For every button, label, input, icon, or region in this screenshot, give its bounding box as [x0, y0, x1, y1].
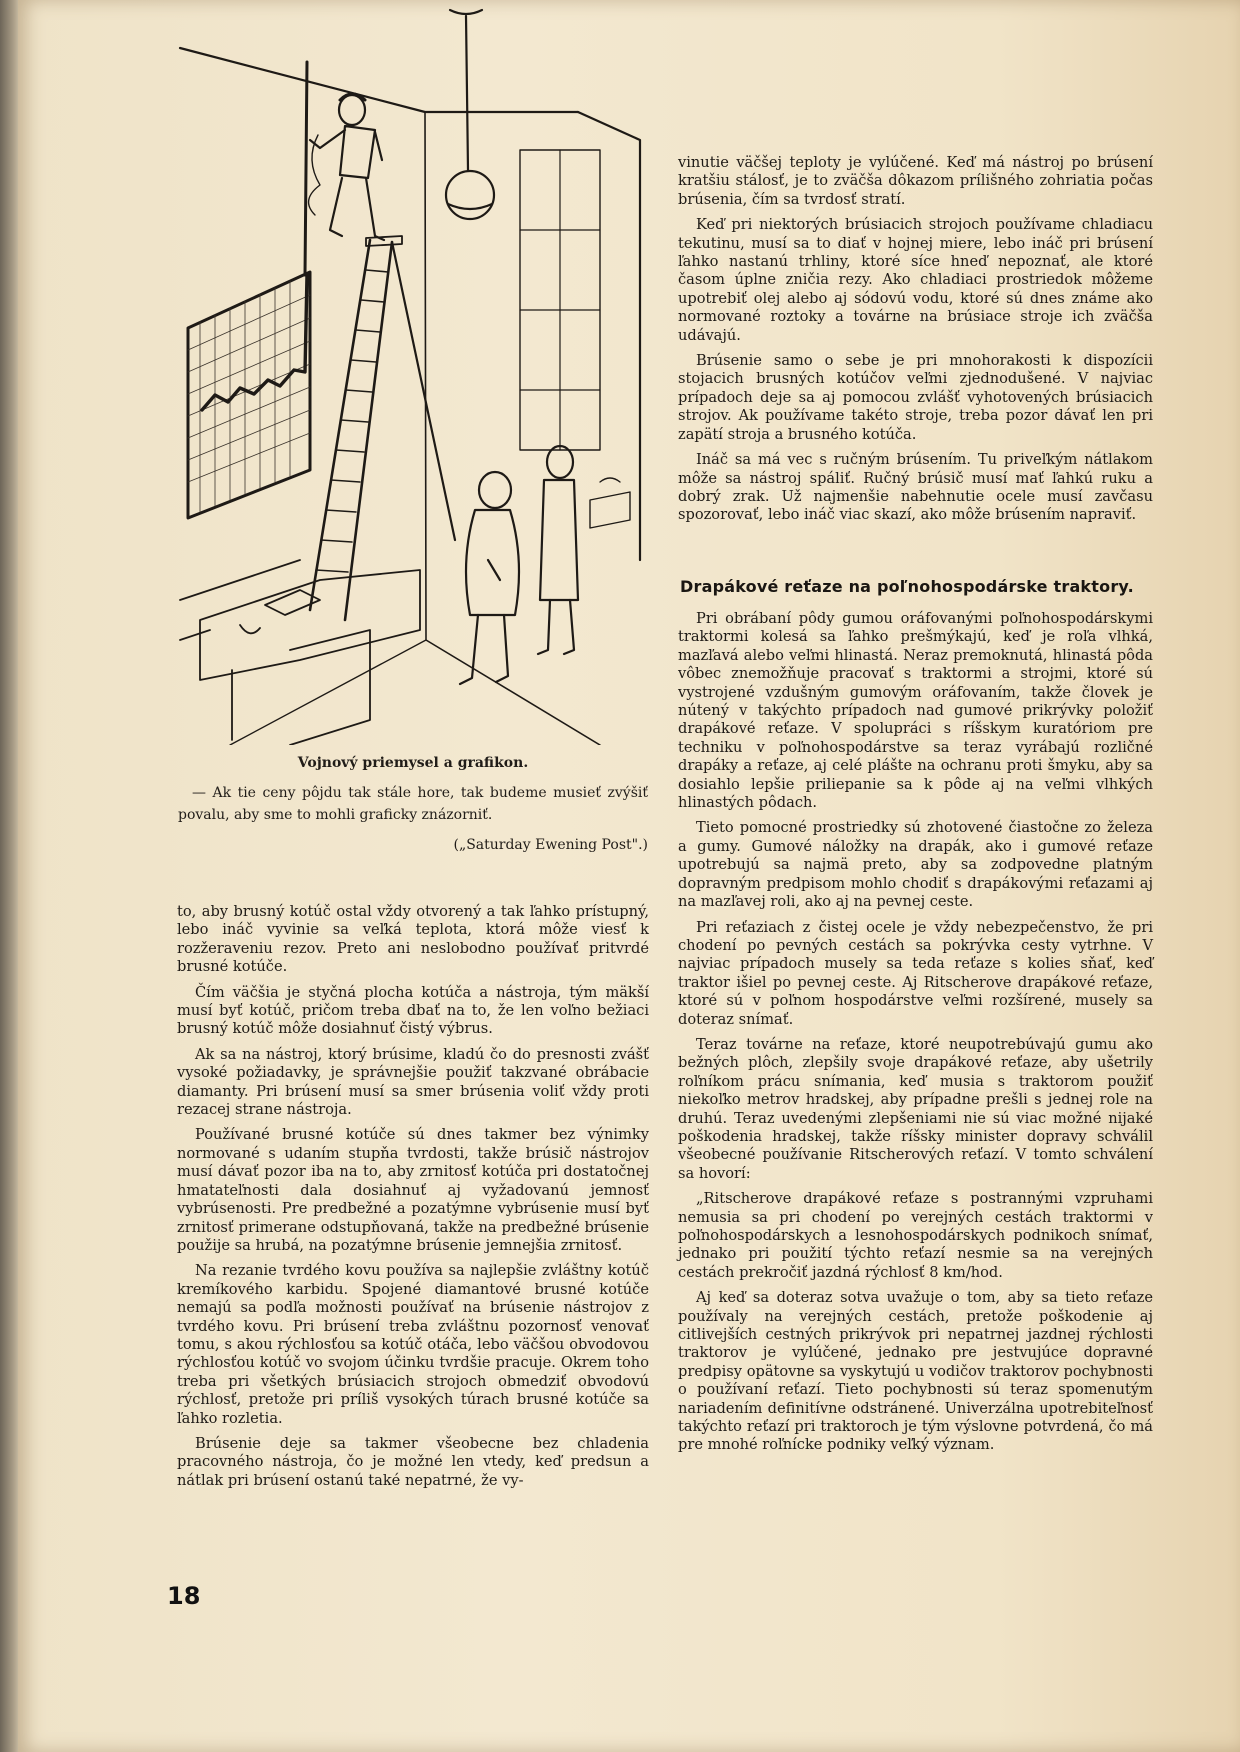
- caption-title: Vojnový priemysel a grafikon.: [297, 755, 529, 771]
- two-men-figures: [460, 446, 578, 684]
- desk-drawing: [180, 560, 420, 745]
- left-column: [177, 903, 649, 1497]
- quoted-paragraph: „Ritscherove drapákové reťaze s postrannými vzpruhami nemusia sa pri chodení po verejných cestách traktormi v poľnohospodárskych a lesnohospodárskych podnikoch snímať, jednako pri použití týchto reťazí nesmie sa na verejných cestách prekročiť jazdná rýchlosť 8 km/hod.: [678, 1190, 1153, 1281]
- paragraph: Ináč sa má vec s ručným brúsením. Tu priveľkým nátlakom môže sa nástroj spáliť. Ručný brúsič musí mať ľahkú ruku a dobrý zrak. Už najmenšie nabehnutie ocele musí zavčasu spozorovať, lebo ináč viac skazí, ako môže brúsením napraviť.: [678, 451, 1153, 524]
- ladder-drawing: [310, 236, 455, 620]
- cartoon-caption: [178, 752, 648, 856]
- caption-text: — Ak tie ceny pôjdu tak stále hore, tak budeme musieť zvýšiť povalu, aby sme to mohli graficky znázorniť.: [178, 785, 648, 823]
- paragraph: Pri obrábaní pôdy gumou oráfovanými poľnohospodárskymi traktormi kolesá sa ľahko prešmýkajú, keď je roľa vlhká, mazľavá alebo veľmi hlinastá. Neraz premoknutá, hlinastá pôda vôbec znemožňuje pracovať s traktormi a strojmi, ktoré sú vystrojené vzdušným gumovým oráfovaním, takže človek je nútený v takýchto prípadoch nad gumové prikrývky položiť drapákové reťaze. V spolupráci s ríšskym kuratóriom pre techniku v poľnohospodárstve sa teraz vyrábajú rozličné drapáky a reťaze, aj celé plášte na ochranu proti šmyku, aby sa dosiahlo lepšie priliepanie sa k pôde aj na veľmi vlhkých hlinastých pôdach.: [678, 610, 1153, 812]
- paragraph: Brúsenie samo o sebe je pri mnohorakosti k dispozícii stojacich brusných kotúčov veľmi zjednodušené. V najviac prípadoch deje sa aj pomocou zvlášť vyhotovených brúsiacich strojov. Ak používame takéto stroje, treba pozor dávať len pri zapätí stroja a brusného kotúča.: [678, 352, 1153, 443]
- chart-board-drawing: [188, 272, 310, 518]
- paragraph: Teraz továrne na reťaze, ktoré neupotrebúvajú gumu ako bežných plôch, zlepšily svoje drapákové reťaze, aby ušetrily roľníkom prácu snímania, keď musia s traktorom použiť niekoľko metrov hradskej, aby prípadne prešli s jednej role na druhú. Teraz uvedenými zlepšeniami nie sú viac možné nijaké poškodenia hradskej, takže ríšsky minister dopravy schválil všeobecné používanie Ritscherových reťazí. V tomto schválení sa hovorí:: [678, 1035, 1153, 1182]
- right-column-top: [678, 154, 1153, 532]
- caption-source: („Saturday Ewening Post".): [453, 837, 648, 853]
- paragraph: Tieto pomocné prostriedky sú zhotovené čiastočne zo železa a gumy. Gumové náložky na drapák, ako i gumové reťaze upotrebujú sa najmä preto, aby sa zodpovedne platným dopravným predpisom mohlo chodiť s drapákovými reťazami aj na mazľavej roli, ako aj na pevnej ceste.: [678, 819, 1153, 911]
- page-number: 18: [167, 1582, 201, 1610]
- paragraph: Na rezanie tvrdého kovu používa sa najlepšie zvláštny kotúč kremíkového karbidu. Spojené diamantové brusné kotúče nemajú sa podľa možnosti používať na brúsenie nástrojov z tvrdého kovu. Pri brúsení treba zvláštnu pozornosť venovať tomu, s akou rýchlosťou sa kotúč otáča, lebo väčšou obvodovou rýchlosťou kotúč vo svojom účinku tvrdšie pracuje. Okrem toho treba pri všetkých brúsiacich strojoch obmedziť obvodovú rýchlosť, pretože pri príliš vysokých túrach brusné kotúče sa ľahko rozletia.: [177, 1262, 649, 1427]
- paragraph: Keď pri niektorých brúsiacich strojoch používame chladiacu tekutinu, musí sa to diať v hojnej miere, lebo ináč pri brúsení ľahko nastanú trhliny, ktoré síce hneď nepoznať, ale ktoré časom úplne zničia rezy. Ako chladiaci prostriedok môžeme upotrebiť olej alebo aj sódovú vodu, ktoré sú dnes známe ako normované roztoky a továrne na brúsiace stroje ich zväčša udávajú.: [678, 216, 1153, 344]
- right-column-bottom: [678, 610, 1153, 1462]
- cartoon-illustration: [170, 0, 650, 745]
- paragraph: Čím väčšia je styčná plocha kotúča a nástroja, tým mäkší musí byť kotúč, pričom treba dbať na to, že len voľno bežiaci brusný kotúč môže dosiahnuť čistý výbrus.: [177, 983, 649, 1038]
- paragraph: Aj keď sa doteraz sotva uvažuje o tom, aby sa tieto reťaze používaly na verejných cestách, pretože poškodenie aj citlivejších cestných prikrývok pri nepatrnej jazdnej rýchlosti traktorov je vylúčené, jednako pre jestvujúce dopravné predpisy opätovne sa vyskytujú u vodičov traktorov pochybnosti o používaní reťazí. Tieto pochybnosti sú teraz spomenutým nariadením definitívne odstránené. Univerzálna upotrebiteľnosť takýchto reťazí pri traktoroch je tým výslovne potvrdená, čo má pre mnohé roľnícke podniky veľký význam.: [678, 1289, 1153, 1454]
- paragraph: vinutie väčšej teploty je vylúčené. Keď má nástroj po brúsení kratšiu stálosť, je to zväčša dôkazom prílišného zohriatia počas brúsenia, čím sa tvrdosť stratí.: [678, 154, 1153, 208]
- man-on-ladder-figure: [309, 94, 384, 240]
- paragraph: Ak sa na nástroj, ktorý brúsime, kladú čo do presnosti zvášť vysoké požiadavky, je správnejšie použiť takzvané obrábacie diamanty. Pri brúsení musí sa smer brúsenia voliť vždy proti rezacej strane nástroja.: [177, 1045, 649, 1119]
- paragraph: to, aby brusný kotúč ostal vždy otvorený a tak ľahko prístupný, lebo ináč vyvinie sa veľká teplota, ktorá môže viesť k rozžeraveniu rezov. Preto ani neslobodno používať pritvrdé brusné kotúče.: [177, 903, 649, 976]
- article-heading: Drapákové reťaze na poľnohospodárske traktory.: [680, 577, 1134, 596]
- paragraph: Používané brusné kotúče sú dnes takmer bez výnimky normované s udaním stupňa tvrdosti, takže brúsič nástrojov musí dávať pozor iba na to, aby zrnitosť kotúča pri dostatočnej hmatateľnosti dala dosiahnuť aj vyžadovanú jemnosť vybrúsenosti. Pre predbežné a pozatýmne vybrúsenie musí byť zrnitosť primerane odstupňovaná, takže na predbežné brúsenie použije sa hrubá, na pozatýmne brúsenie jemnejšia zrnitosť.: [177, 1126, 649, 1254]
- paragraph: Brúsenie deje sa takmer všeobecne bez chladenia pracovného nástroja, čo je možné len vtedy, keď predsun a nátlak pri brúsení ostanú také nepatrné, že vy-: [177, 1434, 649, 1489]
- paragraph: Pri reťaziach z čistej ocele je vždy nebezpečenstvo, že pri chodení po pevných cestách sa pokrývka cesty vytrhne. V najviac prípadoch musely sa teda reťaze s kolies sňať, keď traktor išiel po pevnej ceste. Aj Ritscherove drapákové reťaze, ktoré sú v poľnom hospodárstve veľmi rozšírené, musely sa doteraz snímať.: [678, 918, 1153, 1028]
